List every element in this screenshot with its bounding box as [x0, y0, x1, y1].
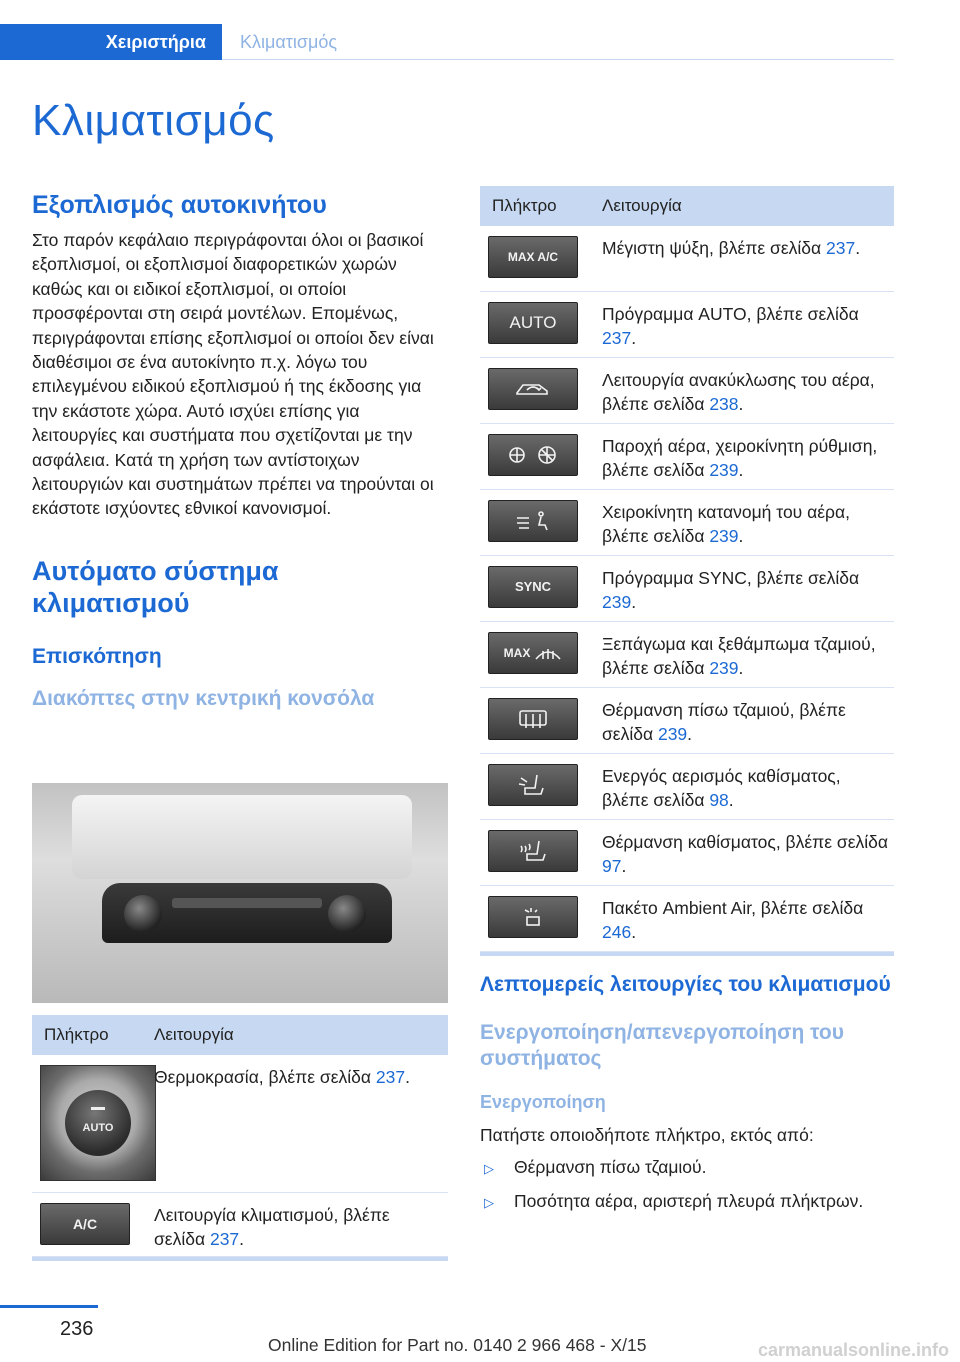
- rear-window-heat-key-icon: [488, 698, 578, 740]
- max-ac-key-icon: MAX A/C: [488, 236, 578, 278]
- temperature-knob-icon: [40, 1065, 156, 1181]
- page-link[interactable]: 98: [709, 790, 729, 810]
- page-link[interactable]: 239: [657, 724, 688, 744]
- seat-heating-key-icon: [488, 830, 578, 872]
- subheading-on-off: Ενεργοποίηση/απενεργοποίηση του συστήματος: [480, 1021, 844, 1070]
- section-heading-equipment: Εξοπλισμός αυτοκινήτου: [32, 191, 327, 219]
- right-table: [480, 186, 894, 956]
- page-link[interactable]: 97: [602, 856, 622, 876]
- knob-label: AUTO: [82, 1121, 114, 1134]
- header-divider: [222, 59, 894, 60]
- auto-key-icon: AUTO: [488, 302, 578, 344]
- triangle-bullet-icon: ▷: [484, 1161, 494, 1176]
- table-row: [480, 886, 894, 952]
- table-row: [480, 358, 894, 424]
- page-number: 236: [60, 1318, 94, 1340]
- subheading-activation: Ενεργοποίηση: [480, 1092, 606, 1112]
- column-header-key: Πλήκτρο: [492, 196, 557, 215]
- edition-note: Online Edition for Part no. 0140 2 966 468 - X/15: [268, 1335, 647, 1355]
- table-header: [480, 186, 894, 226]
- right-knob: [328, 895, 366, 933]
- page-link[interactable]: 239: [709, 526, 739, 546]
- row-text: Θερμοκρασία, βλέπε σελίδα 237.: [154, 1067, 410, 1087]
- page-link[interactable]: 239: [709, 658, 739, 678]
- row-text: Χειροκίνητη κατανομή του αέρα, βλέπε σελίδα 239.: [602, 502, 850, 546]
- triangle-bullet-icon: ▷: [484, 1195, 494, 1210]
- row-text: Θέρμανση καθίσματος, βλέπε σελίδα 97.: [602, 832, 888, 876]
- row-text: Λειτουργία κλιματισμού, βλέπε σελίδα 237.: [154, 1205, 390, 1249]
- page-link[interactable]: 238: [709, 394, 739, 414]
- ac-key-icon: A/C: [40, 1203, 130, 1245]
- table-row: [480, 556, 894, 622]
- row-text: Μέγιστη ψύξη, βλέπε σελίδα 237.: [602, 238, 861, 258]
- air-flow-key-icon: [488, 434, 578, 476]
- row-text: Πρόγραμμα AUTO, βλέπε σελίδα 237.: [602, 304, 859, 348]
- row-text: Πακέτο Ambient Air, βλέπε σελίδα 246.: [602, 898, 864, 942]
- table-row: [480, 622, 894, 688]
- ambient-air-key-icon: [488, 896, 578, 938]
- table-row: [32, 1193, 448, 1257]
- left-column: [32, 190, 448, 711]
- column-header-function: Λειτουργία: [602, 196, 682, 215]
- max-defrost-key-icon: MAX: [488, 632, 578, 674]
- page-link[interactable]: 237: [209, 1229, 240, 1249]
- tab-climate[interactable]: Κλιματισμός: [240, 31, 338, 52]
- section-heading-detailed-functions: Λεπτομερείς λειτουργίες του κλιματισμού: [480, 973, 891, 996]
- subheading-overview: Επισκόπηση: [32, 644, 162, 668]
- tab-controls[interactable]: Χειριστήρια: [0, 24, 222, 60]
- row-text: Παροχή αέρα, χειροκίνητη ρύθμιση, βλέπε σελίδα 239.: [602, 436, 878, 480]
- table-row: [480, 490, 894, 556]
- table-row: [480, 820, 894, 886]
- table-header: [32, 1015, 448, 1055]
- table-row: [32, 1055, 448, 1193]
- page-link[interactable]: 239: [602, 592, 632, 612]
- table-row: [480, 754, 894, 820]
- list-item: ▷ Θέρμανση πίσω τζαμιού.: [480, 1155, 894, 1181]
- column-header-key: Πλήκτρο: [44, 1025, 109, 1044]
- table-row: [480, 424, 894, 490]
- equipment-paragraph: Στο παρόν κεφάλαιο περιγράφονται όλοι οι βασικοί εξοπλισμοί, οι εξοπλισμοί διαφορετικών χωρών καθώς και οι ειδικοί εξοπλισμοί, οι οποίοι προσφέρονται στη σειρά μοντέλων. Επομένως, περιγράφονται επίσης εξοπλισμοί οι οποίοι δεν είναι διαθέσιμοι σε ένα αυτοκίνητο π.χ. λόγω του επιλεγμένου ειδικού εξοπλισμού ή της έκδοσης για την εκάστοτε χώρα. Αυτό ισχύει επίσης για λειτουργίες και συστήματα που σχετίζονται με την ασφάλεια. Κατά τη χρήση των αντίστοιχων λειτουργιών και συστημάτων πρέπει να τηρούνται οι εκάστοτε ισχύοντες εθνικοί κανονισμοί.: [32, 230, 434, 519]
- table-row: [480, 688, 894, 754]
- column-header-function: Λειτουργία: [154, 1025, 234, 1044]
- page-link[interactable]: 237: [825, 238, 856, 258]
- table-row: [480, 226, 894, 292]
- button-row: [172, 898, 322, 908]
- console-panel: [72, 795, 412, 879]
- section-heading-auto-climate: Αυτόματο σύστημα κλιματισμού: [32, 555, 279, 618]
- activation-text: Πατήστε οποιοδήποτε πλήκτρο, εκτός από:: [480, 1125, 814, 1145]
- list-item: ▷ Ποσότητα αέρα, αριστερή πλευρά πλήκτρων.: [480, 1189, 894, 1215]
- page-link[interactable]: 246: [602, 922, 632, 942]
- recirculation-key-icon: [488, 368, 578, 410]
- seat-ventilation-key-icon: [488, 764, 578, 806]
- page-link[interactable]: 239: [709, 460, 739, 480]
- table-row: [480, 292, 894, 358]
- footer-accent-line: [0, 1305, 98, 1308]
- left-knob: [124, 895, 162, 933]
- page-title: Κλιματισμός: [32, 96, 275, 145]
- row-text: Θέρμανση πίσω τζαμιού, βλέπε σελίδα 239.: [602, 700, 846, 744]
- right-lower-section: [480, 972, 894, 1215]
- row-text: Πρόγραμμα SYNC, βλέπε σελίδα 239.: [602, 568, 860, 612]
- center-console-photo: [32, 783, 448, 1003]
- page-link[interactable]: 237: [375, 1067, 406, 1087]
- subheading-center-console-switches: Διακόπτες στην κεντρική κονσόλα: [32, 686, 375, 710]
- row-text: Ξεπάγωμα και ξεθάμπωμα τζαμιού, βλέπε σελίδα 239.: [602, 634, 876, 678]
- sync-key-icon: SYNC: [488, 566, 578, 608]
- air-distribution-key-icon: [488, 500, 578, 542]
- row-text: Λειτουργία ανακύκλωσης του αέρα, βλέπε σελίδα 238.: [602, 370, 875, 414]
- watermark: carmanualsonline.info: [758, 1340, 950, 1360]
- page-link[interactable]: 237: [602, 328, 632, 348]
- header: [0, 0, 960, 64]
- left-table: [32, 1015, 448, 1261]
- row-text: Ενεργός αερισμός καθίσματος, βλέπε σελίδα 98.: [602, 766, 841, 810]
